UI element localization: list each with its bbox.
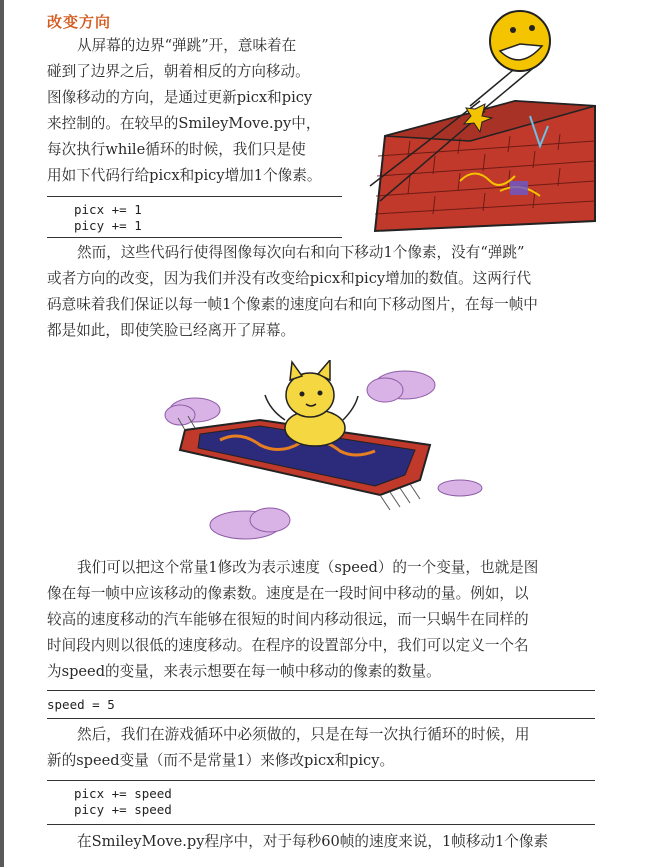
code-line: picx += 1 — [74, 202, 142, 217]
code-rule-bottom — [47, 824, 595, 825]
intro-line: 碰到了边界之后，朝着相反的方向移动。 — [47, 63, 310, 80]
page-gutter — [0, 0, 4, 867]
code-rule-bottom — [47, 718, 595, 719]
intro-line: 每次执行while循环的时候，我们只是使 — [47, 141, 306, 158]
paragraph-line: 在SmileyMove.py程序中，对于每秒60帧的速度来说，1帧移动1个像素 — [77, 833, 549, 850]
intro-line: 从屏幕的边界“弹跳”开，意味着在 — [77, 37, 297, 54]
paragraph-line: 较高的速度移动的汽车能够在很短的时间内移动很远，而一只蜗牛在同样的 — [47, 611, 529, 628]
code-rule-top — [47, 690, 595, 691]
intro-line: 用如下代码行给picx和picy增加1个像素。 — [47, 167, 322, 184]
paragraph-3 — [47, 555, 538, 685]
paragraph-line: 我们可以把这个常量1修改为表示速度（speed）的一个变量，也就是图 — [77, 559, 539, 576]
paragraph-2 — [47, 240, 538, 344]
code-line: picx += speed — [74, 786, 172, 801]
code-line: picy += speed — [74, 802, 172, 817]
code-block-speed — [47, 697, 115, 713]
paragraph-line: 然而，这些代码行使得图像每次向右和向下移动1个像素，没有“弹跳” — [77, 244, 525, 261]
code-line: picy += 1 — [74, 218, 142, 233]
paragraph-line: 像在每一帧中应该移动的像素数。速度是在一段时间中移动的量。例如，以 — [47, 585, 529, 602]
code-rule-top — [47, 196, 342, 197]
code-line: speed = 5 — [47, 697, 115, 712]
intro-line: 来控制的。在较早的SmileyMove.py中， — [47, 115, 321, 132]
paragraph-line: 新的speed变量（而不是常量1）来修改picx和picy。 — [47, 752, 395, 769]
paragraph-line: 或者方向的改变，因为我们并没有改变给picx和picy增加的数值。这两行代 — [47, 270, 532, 287]
code-rule-top — [47, 780, 595, 781]
paragraph-line: 都是如此，即使笑脸已经离开了屏幕。 — [47, 322, 296, 339]
paragraph-line: 然后，我们在游戏循环中必须做的，只是在每一次执行循环的时候，用 — [77, 726, 530, 743]
code-block-speed-increment — [74, 786, 172, 818]
brick-wall-smiley-illustration — [350, 6, 600, 238]
paragraph-4 — [47, 722, 529, 774]
intro-paragraph — [47, 33, 321, 189]
paragraph-line: 为speed的变量，来表示想要在每一帧中移动的像素的数量。 — [47, 663, 441, 680]
section-heading: 改变方向 — [47, 13, 112, 31]
code-rule-bottom — [47, 237, 342, 238]
code-block-increment — [74, 202, 142, 234]
carpet-cat-illustration — [150, 360, 500, 545]
paragraph-5 — [47, 829, 548, 855]
paragraph-line: 时间段内则以很低的速度移动。在程序的设置部分中，我们可以定义一个名 — [47, 637, 529, 654]
intro-line: 图像移动的方向，是通过更新picx和picy — [47, 89, 313, 106]
paragraph-line: 码意味着我们保证以每一帧1个像素的速度向右和向下移动图片，在每一帧中 — [47, 296, 538, 313]
